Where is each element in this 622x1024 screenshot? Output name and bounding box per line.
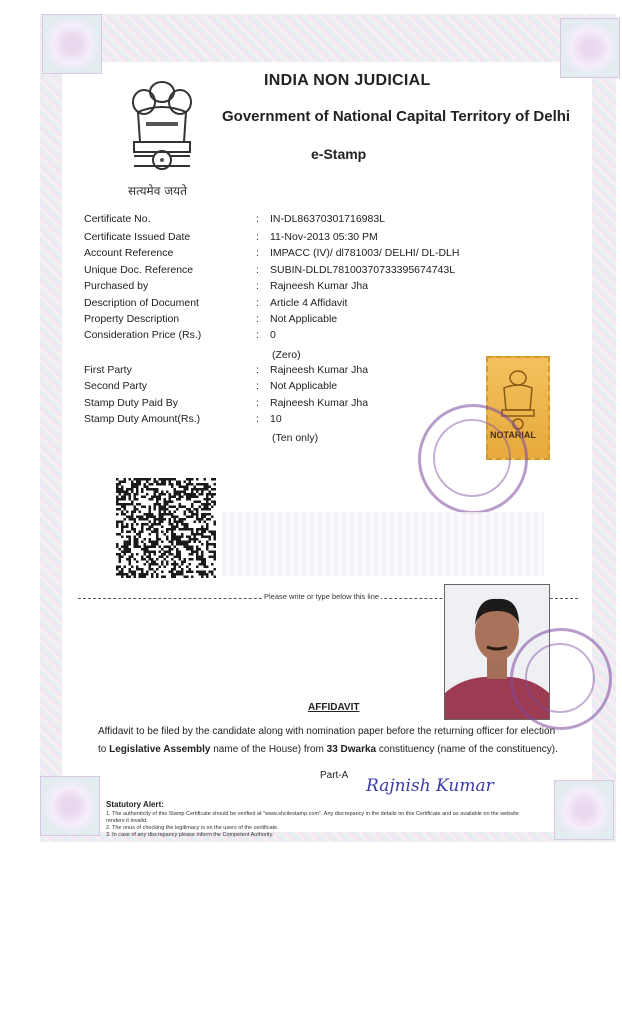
corner-ornament xyxy=(40,776,100,836)
field-label: Consideration Price (Rs.) xyxy=(84,329,202,341)
field-value: (Zero) xyxy=(272,349,301,361)
field-value: Rajneesh Kumar Jha xyxy=(270,364,369,376)
field-label: Purchased by xyxy=(84,280,149,292)
security-watermark xyxy=(222,512,544,576)
field-label: Stamp Duty Amount(Rs.) xyxy=(84,413,201,425)
estamp-certificate: सत्यमेव जयते INDIA NON JUDICIAL Government of National Capital Territory of Delhi e-Stamp Certificate No. : IN-DL86370301716983L Certificate Issued Date : 11-Nov-2013 05:30 PM Account Reference : IMPACC (IV)/ dl781003/ DELHI/ DL-DLH Unique Doc. Reference : SUBIN-DLDL78100370733395674743L Purchased by : Rajneesh Kumar Jha Description of Document : Article 4 Affidavit Property Description : Not Applicable Consideration Price (Rs.) : 0 (Zero) First Party : Rajneesh Kumar Jha Second Party : Not Applicable Stamp Duty Paid By : Rajneesh Kumar Jha Stamp Duty Amount(Rs.) : 10 (Ten only) NOTARIAL Please write or type below this line AFFIDAVIT Affidavit to be filed by the candidate along with nomination paper before the returning officer for election to Legislative Assembly name of the House) from 33 Dwarka constituency (name of the constituency). Part-A Rajnish Kumar Statutory Alert: 1. The authenticity of this Stamp Certificate should be verified at "www.shcilestamp.com". Any discrepancy in the details on this Certificate and as available on the website renders it invalid. 2. The onus of checking the legitimacy is on the users of the certificate. 3. In case of any discrepancy please inform the Competent Authority. xyxy=(0,0,622,1024)
statutory-alert-item: 3. In case of any discrepancy please inform the Competent Authority. xyxy=(106,832,274,838)
notary-seal xyxy=(510,628,612,730)
notary-seal xyxy=(418,404,528,514)
field-value: 0 xyxy=(270,329,276,341)
statutory-alert-item: 2. The onus of checking the legitimacy is on the users of the certificate. xyxy=(106,825,279,831)
affidavit-text-line1: Affidavit to be filed by the candidate along with nomination paper before the returning officer for election xyxy=(98,726,556,737)
field-label: Description of Document xyxy=(84,297,199,309)
house-name: Legislative Assembly xyxy=(109,744,211,755)
constituency-name: 33 Dwarka xyxy=(326,744,377,755)
field-value: Rajneesh Kumar Jha xyxy=(270,397,369,409)
field-value: (Ten only) xyxy=(272,432,319,444)
corner-ornament xyxy=(554,780,614,840)
field-value: Not Applicable xyxy=(270,380,338,392)
affidavit-text-line2: to Legislative Assembly name of the House) from 33 Dwarka constituency (name of the constituency). xyxy=(98,744,558,755)
affidavit-title: AFFIDAVIT xyxy=(308,702,360,713)
field-label: Certificate Issued Date xyxy=(84,231,191,243)
field-label: Second Party xyxy=(84,380,148,392)
field-label: Unique Doc. Reference xyxy=(84,264,194,276)
field-value: IMPACC (IV)/ dl781003/ DELHI/ DL-DLH xyxy=(270,247,460,259)
part-label: Part-A xyxy=(320,770,349,781)
cut-line-text: Please write or type below this line xyxy=(264,592,380,601)
field-value: Not Applicable xyxy=(270,313,338,325)
field-label: Account Reference xyxy=(84,247,174,259)
field-label: Certificate No. xyxy=(84,213,151,225)
field-label: Stamp Duty Paid By xyxy=(84,397,178,409)
signature: Rajnish Kumar xyxy=(366,776,494,796)
statutory-alert-title: Statutory Alert: xyxy=(106,800,164,809)
field-label: Property Description xyxy=(84,313,180,325)
header-government: Government of National Capital Territory of Delhi xyxy=(222,108,571,125)
field-value: 10 xyxy=(270,413,282,425)
qr-code-icon xyxy=(116,478,216,578)
corner-ornament xyxy=(42,14,102,74)
ashoka-emblem-icon xyxy=(124,72,200,176)
field-value: SUBIN-DLDL78100370733395674743L xyxy=(270,264,456,276)
field-label: First Party xyxy=(84,364,132,376)
field-value: IN-DL86370301716983L xyxy=(270,213,386,225)
emblem-motto: सत्यमेव जयते xyxy=(128,184,187,198)
header-title: INDIA NON JUDICIAL xyxy=(264,72,431,89)
field-value: 11-Nov-2013 05:30 PM xyxy=(270,231,378,243)
field-value: Rajneesh Kumar Jha xyxy=(270,280,369,292)
header-estamp: e-Stamp xyxy=(311,146,367,162)
statutory-alert-item: 1. The authenticity of this Stamp Certificate should be verified at "www.shcilestamp.com". Any discrepancy in the details on this Certificate and as available on the website renders it invalid. xyxy=(106,811,519,824)
corner-ornament xyxy=(560,18,620,78)
field-value: Article 4 Affidavit xyxy=(270,297,348,309)
stamp-label: NOTARIAL xyxy=(490,430,536,440)
